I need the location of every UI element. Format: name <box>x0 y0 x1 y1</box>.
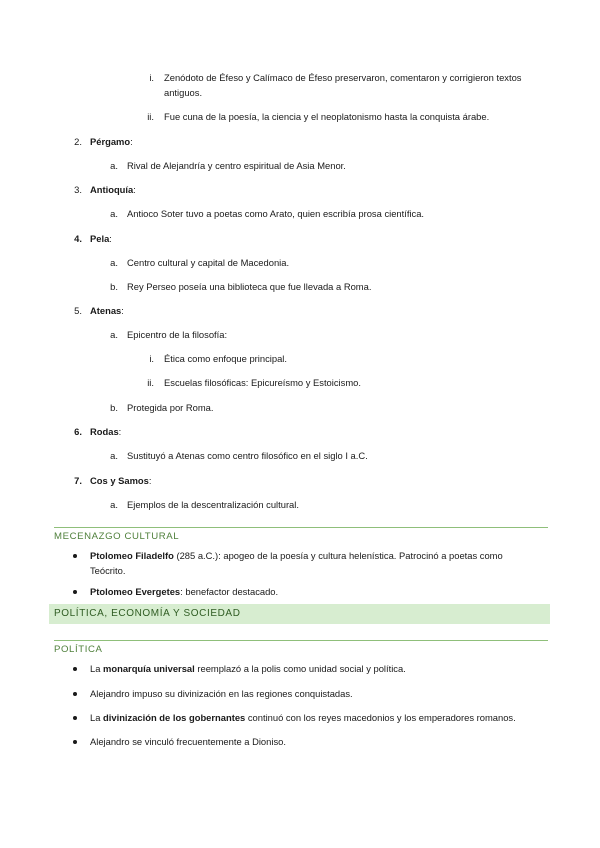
list-text: Alejandro se vinculó frecuentemente a Dioniso. <box>90 736 286 747</box>
list-heading: Atenas: <box>90 305 124 316</box>
list-number: 6. <box>74 426 82 437</box>
list-text: Zenódoto de Éfeso y Calímaco de Éfeso preservaron, comentaron y corrigieron textos <box>164 72 522 83</box>
list-text: antiguos. <box>164 87 203 98</box>
list-marker: i. <box>149 353 154 364</box>
list-marker: a. <box>110 208 118 219</box>
list-text: Protegida por Roma. <box>127 402 214 413</box>
list-text: Rey Perseo poseía una biblioteca que fue llevada a Roma. <box>127 281 372 292</box>
list-marker: b. <box>110 402 118 413</box>
list-number: 4. <box>74 233 82 244</box>
bullet-icon <box>73 692 77 696</box>
list-heading: Cos y Samos: <box>90 475 152 486</box>
bullet-icon <box>73 590 77 594</box>
list-marker: a. <box>110 499 118 510</box>
list-heading: Rodas: <box>90 426 122 437</box>
list-text: Escuelas filosóficas: Epicureísmo y Estoicismo. <box>164 377 361 388</box>
list-number: 3. <box>74 184 82 195</box>
bullet-icon <box>73 667 77 671</box>
list-number: 7. <box>74 475 82 486</box>
section-divider <box>54 527 548 528</box>
list-marker: ii. <box>147 377 154 388</box>
list-text: Ptolomeo Filadelfo (285 a.C.): apogeo de la poesía y cultura helenística. Patrocinó a poetas como <box>90 550 503 561</box>
list-text: La monarquía universal reemplazó a la polis como unidad social y política. <box>90 663 406 674</box>
bullet-icon <box>73 740 77 744</box>
list-text: Alejandro impuso su divinización en las regiones conquistadas. <box>90 688 353 699</box>
list-text: Ejemplos de la descentralización cultural. <box>127 499 299 510</box>
list-marker: a. <box>110 329 118 340</box>
list-text: Teócrito. <box>90 565 126 576</box>
list-text: Ética como enfoque principal. <box>164 353 287 364</box>
list-text: Epicentro de la filosofía: <box>127 329 228 340</box>
bullet-icon <box>73 554 77 558</box>
section-heading-politica: POLÍTICA <box>54 644 103 655</box>
list-heading: Antioquía: <box>90 184 136 195</box>
list-text: La divinización de los gobernantes continuó con los reyes macedonios y los emperadores romanos. <box>90 712 516 723</box>
list-marker: b. <box>110 281 118 292</box>
list-number: 2. <box>74 136 82 147</box>
bullet-icon <box>73 716 77 720</box>
list-marker: a. <box>110 160 118 171</box>
list-text: Centro cultural y capital de Macedonia. <box>127 257 290 268</box>
list-number: 5. <box>74 305 82 316</box>
section-heading-mecenazgo: MECENAZGO CULTURAL <box>54 531 180 542</box>
list-heading: Pela: <box>90 233 112 244</box>
list-text: Fue cuna de la poesía, la ciencia y el neoplatonismo hasta la conquista árabe. <box>164 111 490 122</box>
list-heading: Pérgamo: <box>90 136 133 147</box>
section-heading-politica-economia: POLÍTICA, ECONOMÍA Y SOCIEDAD <box>54 608 241 619</box>
section-divider <box>54 640 548 641</box>
list-text: Antioco Soter tuvo a poetas como Arato, quien escribía prosa científica. <box>127 208 425 219</box>
list-text: Rival de Alejandría y centro espiritual de Asia Menor. <box>127 160 346 171</box>
list-marker: ii. <box>147 111 154 122</box>
list-marker: a. <box>110 450 118 461</box>
list-text: Ptolomeo Evergetes: benefactor destacado. <box>90 586 279 597</box>
list-marker: a. <box>110 257 118 268</box>
list-text: Sustituyó a Atenas como centro filosófico en el siglo I a.C. <box>127 450 368 461</box>
list-marker: i. <box>149 72 154 83</box>
